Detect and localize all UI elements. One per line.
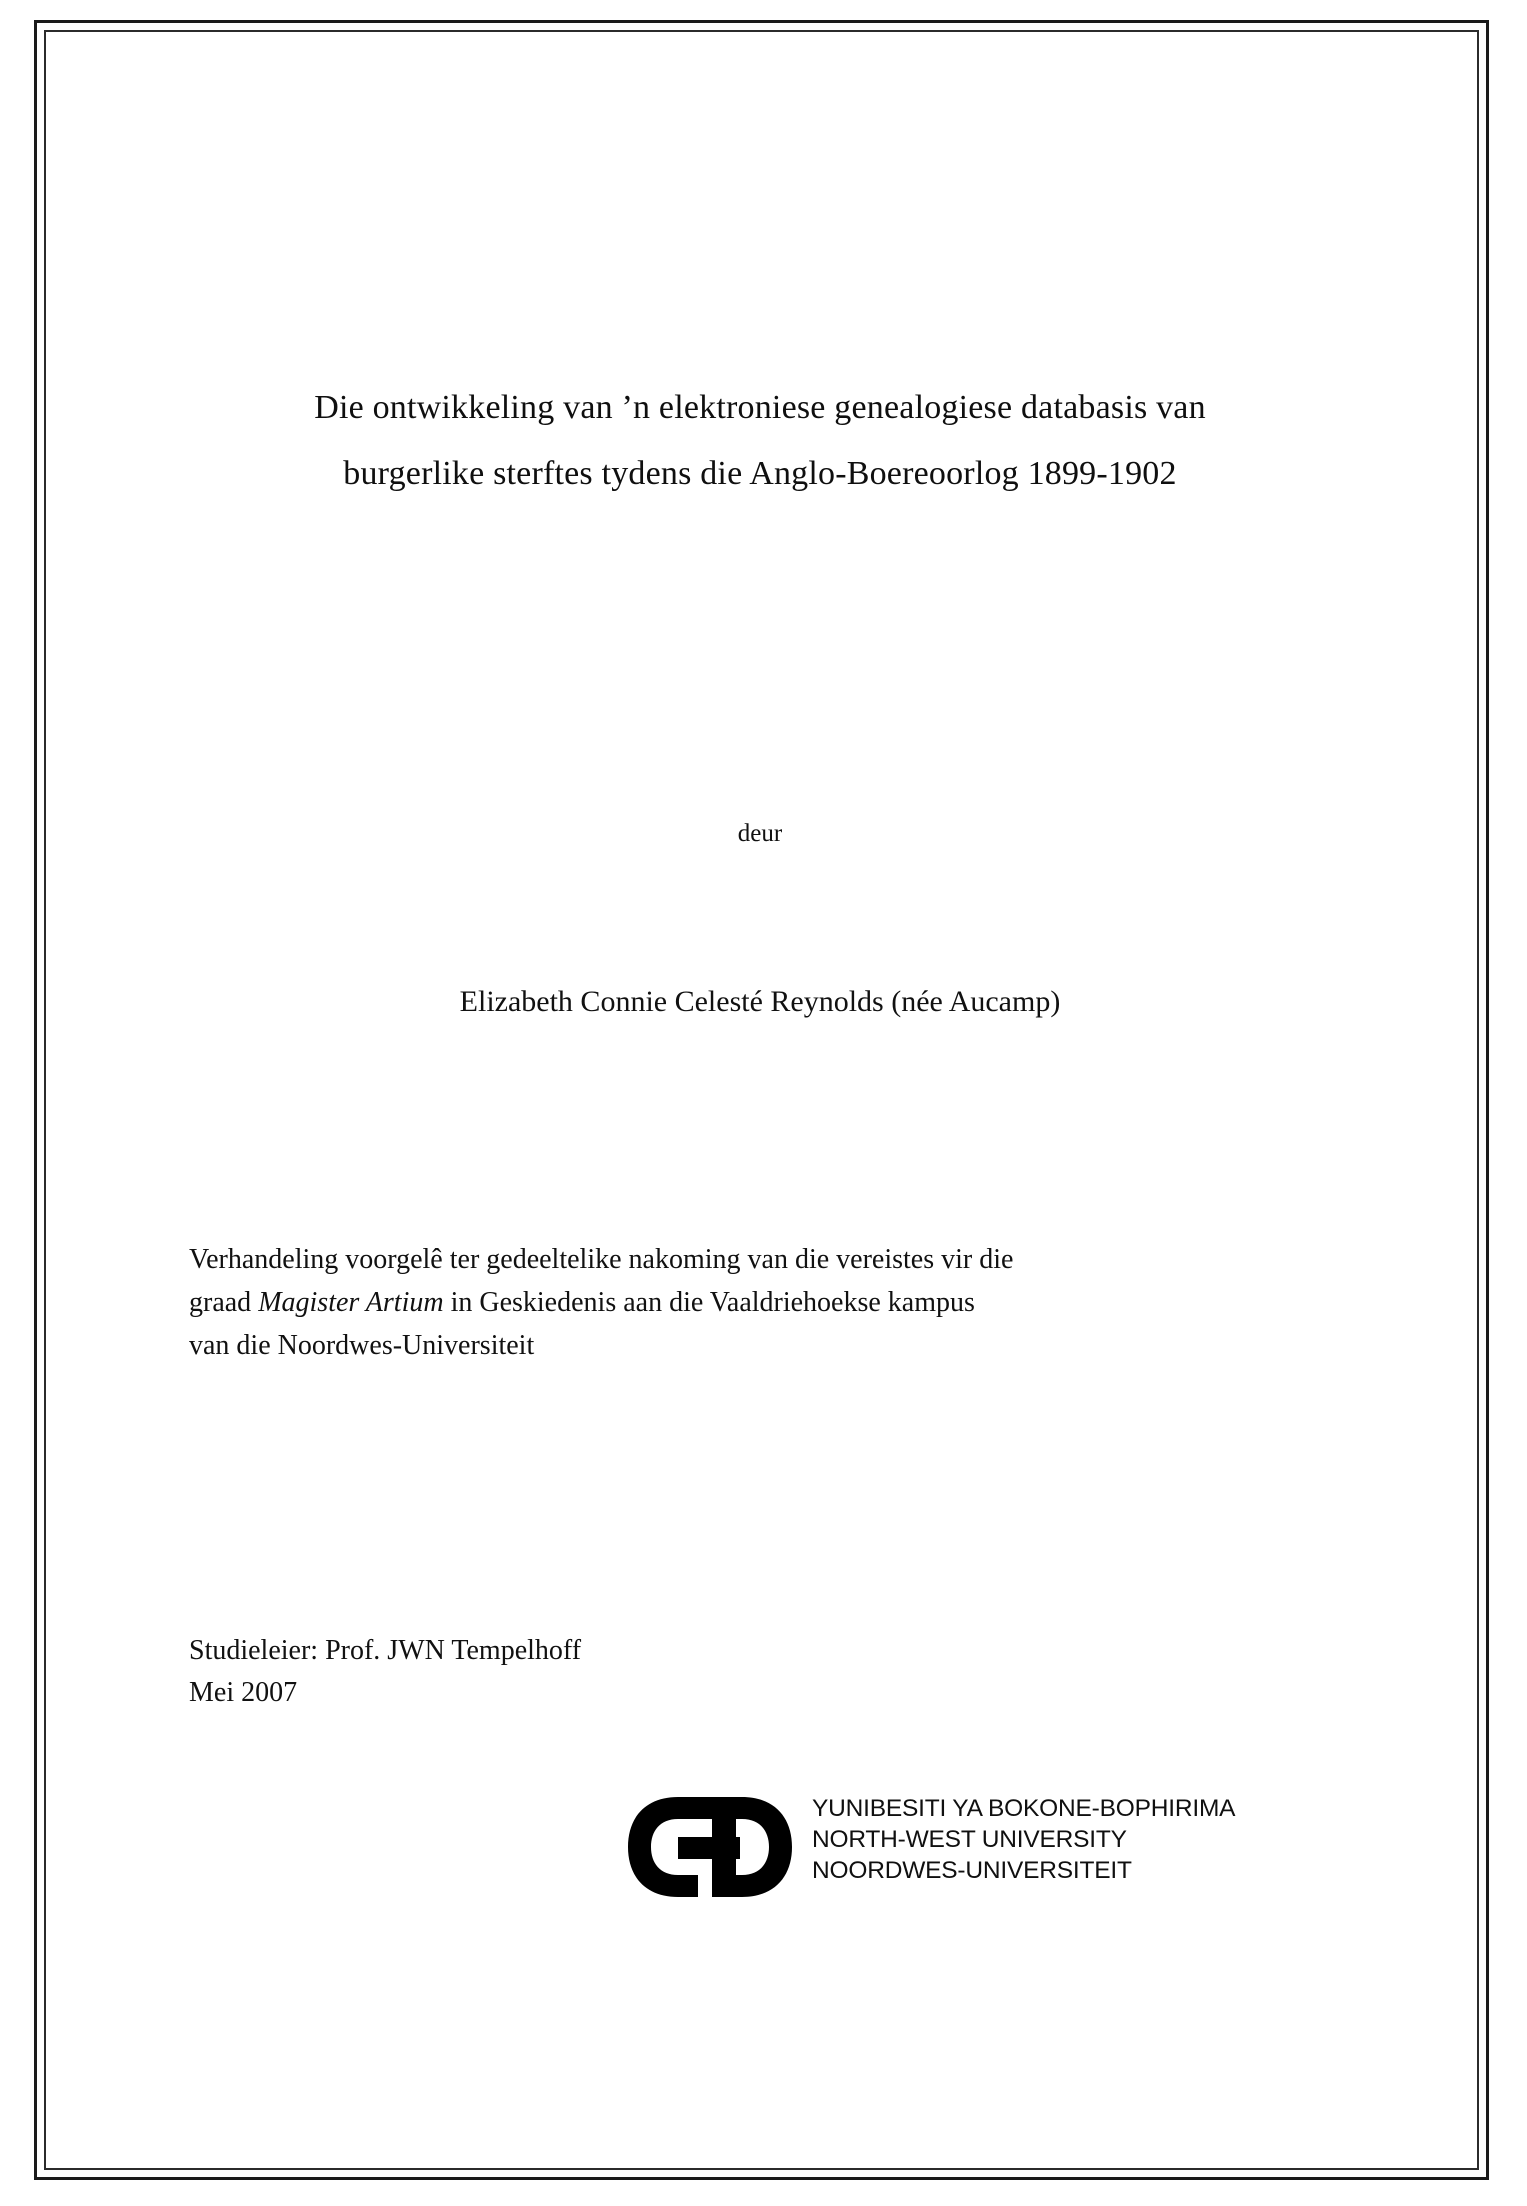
degree-statement [189,1238,1341,1367]
logo-line-2: NORTH-WEST UNIVERSITY [812,1826,1127,1853]
university-logo [620,1785,1260,1915]
nwu-logo-icon [620,1791,800,1903]
statement-line-2-suffix: in Geskiedenis aan die Vaaldriehoekse kampus [443,1287,975,1318]
title-line-2: burgerlike sterftes tydens die Anglo-Boereoorlog 1899-1902 [343,455,1177,492]
statement-line-2-prefix: graad [189,1287,259,1318]
title-line-1: Die ontwikkeling van ’n elektroniese genealogiese databasis van [314,389,1206,426]
logo-line-1: YUNIBESITI YA BOKONE-BOPHIRIMA [812,1795,1236,1822]
supervisor-block [189,1630,1089,1714]
degree-name: Magister Artium [258,1287,444,1318]
logo-text-block [812,1793,1235,1886]
page-content [180,30,1340,2130]
supervisor-line: Studieleier: Prof. JWN Tempelhoff [189,1635,582,1666]
author-name: Elizabeth Connie Celesté Reynolds (née Aucamp) [459,985,1061,1018]
page-title [180,375,1340,507]
statement-line-2 [189,1281,1341,1324]
date-line: Mei 2007 [189,1677,298,1708]
statement-line-1: Verhandeling voorgelê ter gedeeltelike nakoming van die vereistes vir die [189,1244,1014,1275]
by-label: deur [737,820,783,847]
logo-line-3: NOORDWES-UNIVERSITEIT [812,1857,1132,1884]
statement-line-3: van die Noordwes-Universiteit [189,1330,535,1361]
